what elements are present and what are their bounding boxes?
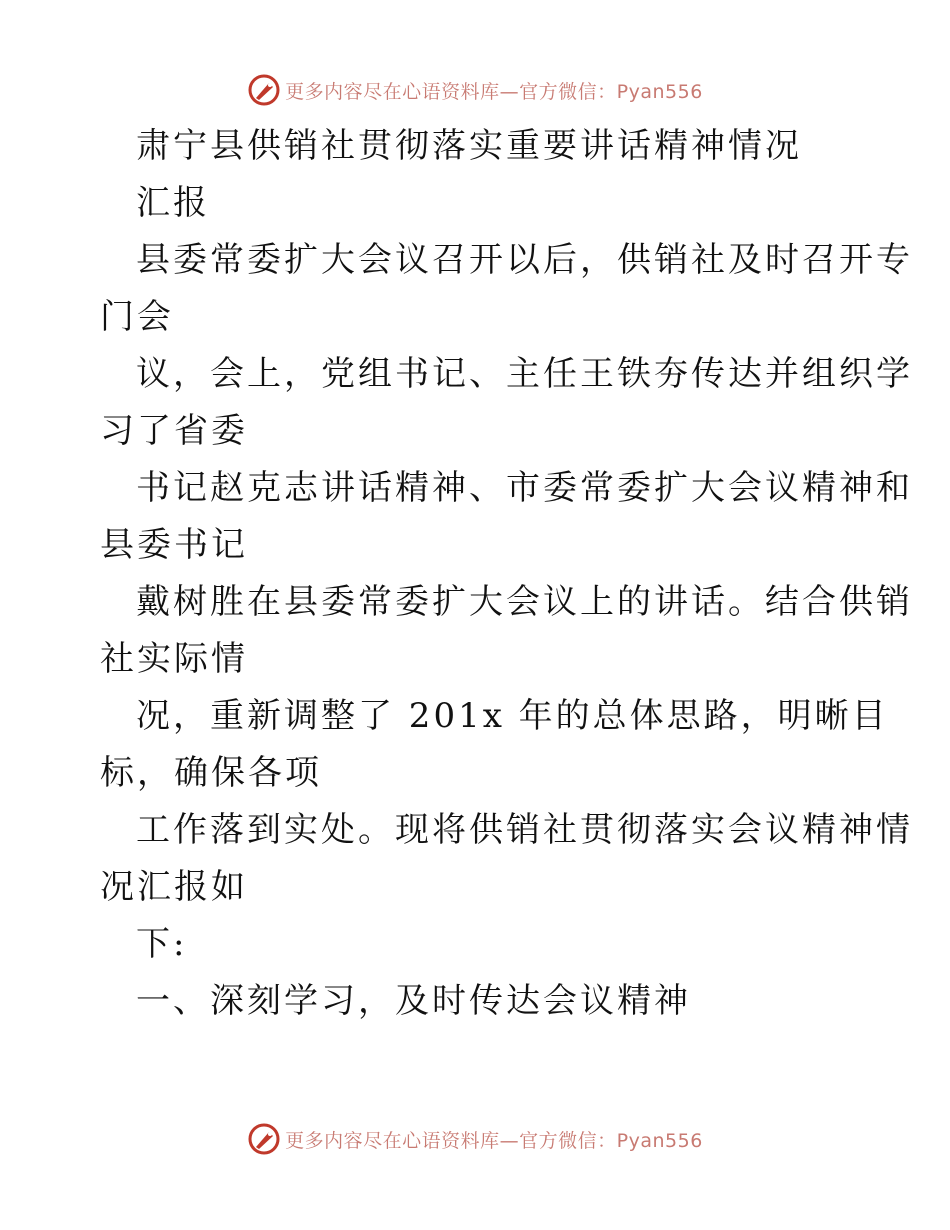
document-title-line-2: 汇报 [136,183,210,223]
watermark-text: 更多内容尽在心语资料库—官方微信：Pyan556 [285,80,703,103]
body-line: 门会 [100,297,174,337]
body-line: 况汇报如 [100,867,248,907]
body-line: 县委常委扩大会议召开以后，供销社及时召开专 [136,240,913,280]
document-title-line-1: 肃宁县供销社贯彻落实重要讲话精神情况 [136,126,802,166]
body-line: 县委书记 [100,525,248,565]
pen-nib-logo-icon [247,1122,281,1156]
section-heading: 一、深刻学习，及时传达会议精神 [136,981,691,1021]
document-body [100,118,913,1030]
body-line: 社实际情 [100,639,248,679]
body-line: 况，重新调整了 201x 年的总体思路，明晰目 [136,696,889,736]
body-line: 下: [136,924,188,964]
body-line: 议，会上，党组书记、主任王铁夯传达并组织学 [136,354,913,394]
footer-watermark [0,1119,950,1159]
body-line: 书记赵克志讲话精神、市委常委扩大会议精神和 [136,468,913,508]
pen-nib-logo-icon [247,73,281,107]
watermark-text: 更多内容尽在心语资料库—官方微信：Pyan556 [285,1129,703,1152]
body-line: 习了省委 [100,411,248,451]
body-line: 工作落到实处。现将供销社贯彻落实会议精神情 [136,810,913,850]
body-line: 标，确保各项 [100,753,322,793]
body-line: 戴树胜在县委常委扩大会议上的讲话。结合供销 [136,582,913,622]
header-watermark [0,70,950,110]
